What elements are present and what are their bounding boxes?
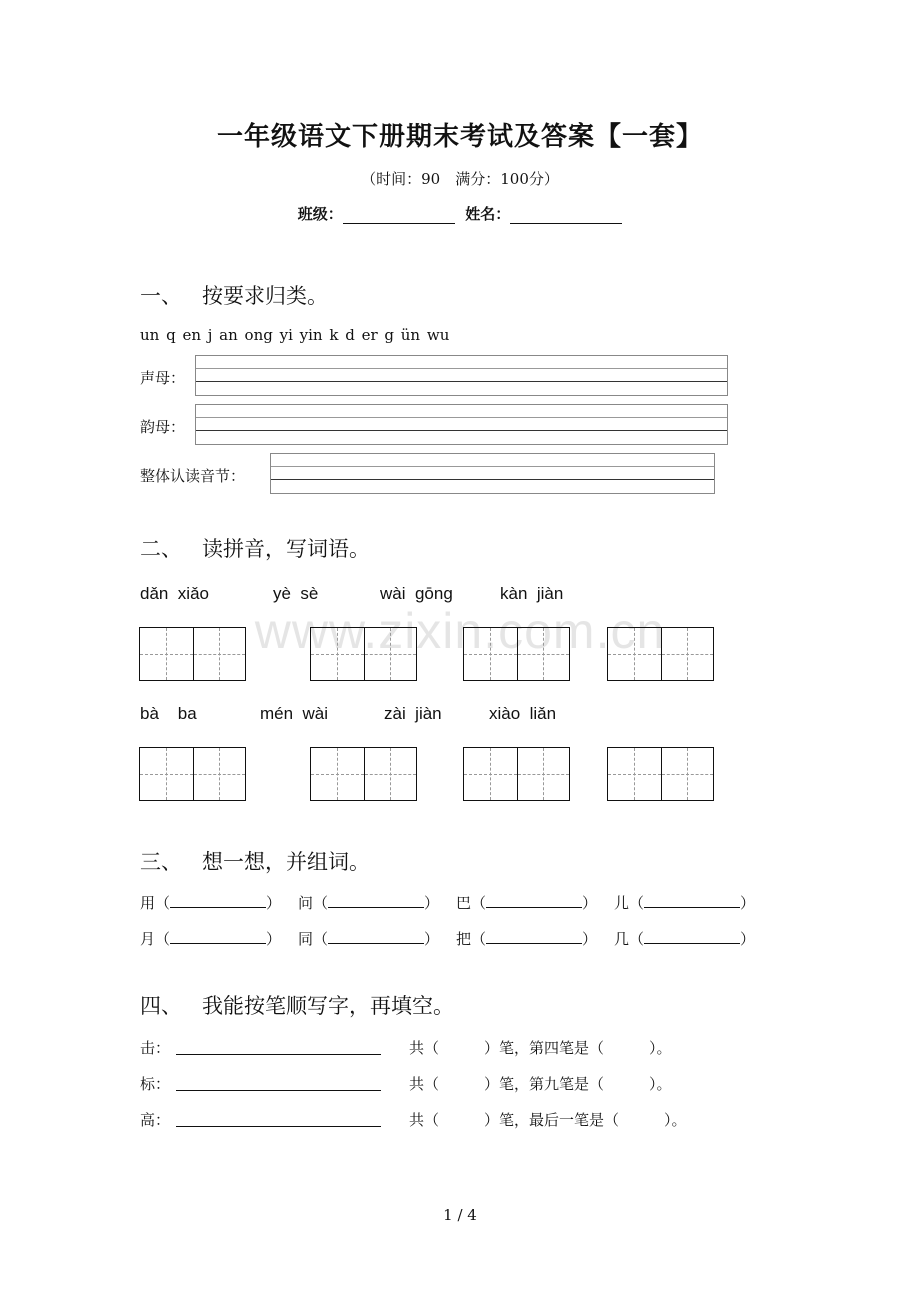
character-grid[interactable]	[310, 747, 417, 801]
close-paren: ）	[582, 894, 598, 912]
word-char: 问	[298, 894, 314, 912]
answer-blank[interactable]	[170, 893, 266, 908]
word-group-item	[456, 892, 597, 913]
initials-label: 声母：	[140, 369, 186, 387]
watermark: www.zixin.com.cn	[254, 603, 666, 659]
close-paren: ）	[740, 894, 756, 912]
word-char: 把	[456, 930, 472, 948]
word-char: 用	[140, 894, 156, 912]
pinyin-prompt: yè sè	[273, 584, 319, 603]
close-paren: ）	[266, 930, 282, 948]
section-1-title: 按要求归类。	[202, 284, 328, 308]
pinyin-prompt: zài jiàn	[384, 704, 442, 723]
stroke-writing-line[interactable]	[176, 1076, 381, 1091]
whole-syllables-writing-lines[interactable]	[270, 453, 715, 494]
section-4-number: 四、	[140, 994, 182, 1018]
section-2-number: 二、	[140, 537, 182, 561]
close-paren: ）	[740, 930, 756, 948]
section-4-heading	[140, 990, 454, 1020]
word-char: 同	[298, 930, 314, 948]
section-3-title: 想一想，并组词。	[202, 850, 370, 874]
pinyin-prompt: kàn jiàn	[500, 584, 564, 603]
word-group-item	[614, 892, 755, 913]
answer-blank[interactable]	[644, 929, 740, 944]
character-grid[interactable]	[139, 747, 246, 801]
open-paren: （	[313, 894, 329, 912]
section-2-title: 读拼音，写词语。	[202, 537, 370, 561]
name-label: 姓名：	[465, 205, 511, 223]
character-grid[interactable]	[463, 747, 570, 801]
name-blank[interactable]	[510, 207, 622, 224]
stroke-writing-line[interactable]	[176, 1112, 381, 1127]
student-info-line	[0, 203, 920, 224]
initials-writing-lines[interactable]	[195, 355, 728, 396]
close-paren: ）	[266, 894, 282, 912]
answer-blank[interactable]	[486, 893, 582, 908]
pinyin-prompt: bà ba	[140, 704, 197, 723]
pinyin-prompt: mén wài	[260, 704, 329, 723]
pinyin-prompt: dǎn xiǎo	[140, 584, 209, 603]
answer-blank[interactable]	[328, 929, 424, 944]
open-paren: （	[471, 930, 487, 948]
word-group-item	[298, 928, 439, 949]
answer-blank[interactable]	[644, 893, 740, 908]
word-char: 几	[614, 930, 630, 948]
class-blank[interactable]	[343, 207, 455, 224]
stroke-count-question: 共（ ）笔，最后一笔是（ ）。	[409, 1111, 687, 1129]
section-2-heading	[140, 533, 370, 563]
section-1-number: 一、	[140, 284, 182, 308]
answer-blank[interactable]	[170, 929, 266, 944]
finals-label: 韵母：	[140, 418, 186, 436]
page-number: 1 / 4	[443, 1206, 477, 1224]
word-char: 儿	[614, 894, 630, 912]
character-grid[interactable]	[607, 627, 714, 681]
open-paren: （	[155, 894, 171, 912]
word-group-item	[298, 892, 439, 913]
stroke-count-question: 共（ ）笔，第四笔是（ ）。	[409, 1039, 672, 1057]
close-paren: ）	[582, 930, 598, 948]
stroke-char-label: 高：	[140, 1111, 171, 1129]
character-grid[interactable]	[139, 627, 246, 681]
open-paren: （	[629, 930, 645, 948]
section-4-title: 我能按笔顺写字，再填空。	[202, 994, 454, 1018]
class-label: 班级：	[297, 205, 343, 223]
close-paren: ）	[424, 894, 440, 912]
open-paren: （	[313, 930, 329, 948]
character-grid[interactable]	[463, 627, 570, 681]
stroke-char-label: 击：	[140, 1039, 171, 1057]
pinyin-letter-list: un q en j an ong yi yin k d er g ün wu	[140, 326, 450, 344]
word-group-item	[456, 928, 597, 949]
answer-blank[interactable]	[486, 929, 582, 944]
close-paren: ）	[424, 930, 440, 948]
open-paren: （	[471, 894, 487, 912]
word-char: 月	[140, 930, 156, 948]
stroke-writing-line[interactable]	[176, 1040, 381, 1055]
exam-info: （时间：90 满分：100分）	[361, 170, 559, 188]
word-char: 巴	[456, 894, 472, 912]
open-paren: （	[629, 894, 645, 912]
finals-writing-lines[interactable]	[195, 404, 728, 445]
word-group-item	[140, 892, 281, 913]
pinyin-prompt: wài gōng	[380, 584, 453, 603]
word-group-item	[614, 928, 755, 949]
answer-blank[interactable]	[328, 893, 424, 908]
section-1-heading	[140, 280, 328, 310]
character-grid[interactable]	[310, 627, 417, 681]
open-paren: （	[155, 930, 171, 948]
stroke-count-question: 共（ ）笔，第九笔是（ ）。	[409, 1075, 672, 1093]
word-group-item	[140, 928, 281, 949]
section-3-heading	[140, 846, 370, 876]
section-3-number: 三、	[140, 850, 182, 874]
character-grid[interactable]	[607, 747, 714, 801]
stroke-char-label: 标：	[140, 1075, 171, 1093]
page-title: 一年级语文下册期末考试及答案【一套】	[216, 122, 703, 152]
whole-syllables-label: 整体认读音节：	[140, 467, 246, 485]
pinyin-prompt: xiào liǎn	[489, 704, 557, 723]
